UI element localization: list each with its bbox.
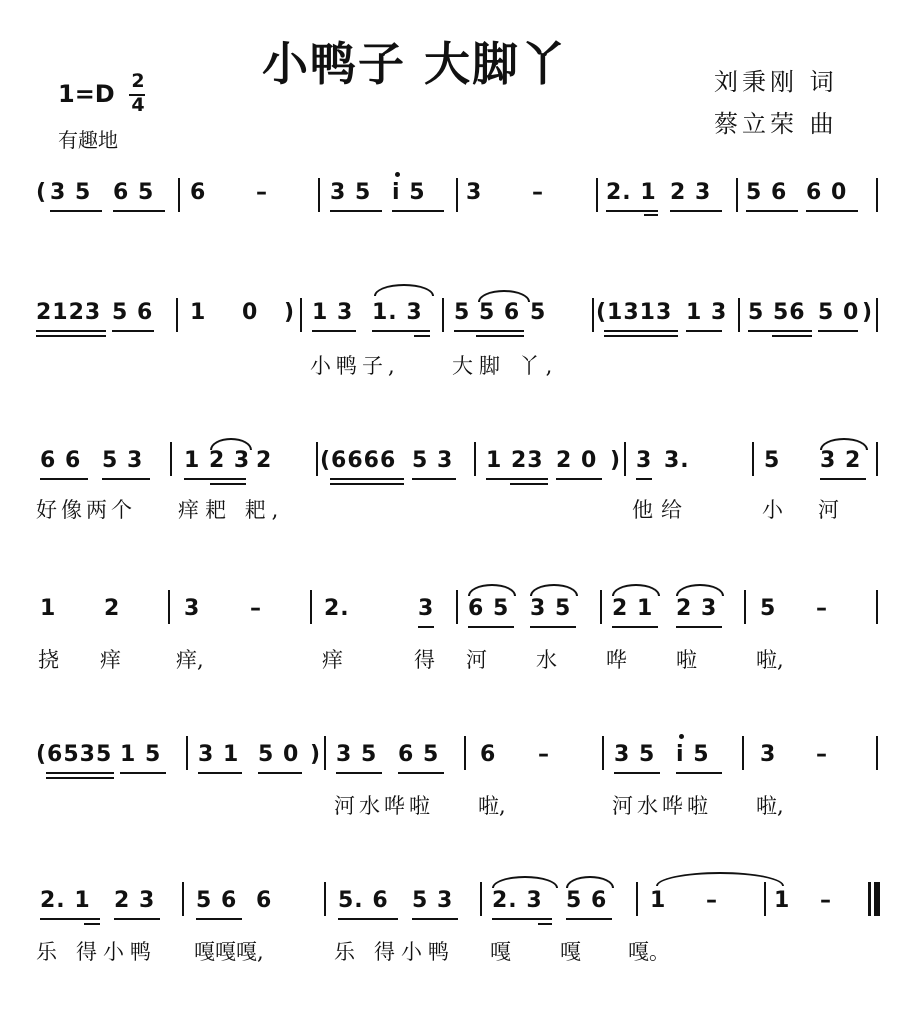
note-group: ) [610, 448, 622, 473]
note-group: 2 1 [612, 596, 654, 621]
bar-line [300, 298, 302, 332]
note-group: 1. 3 [372, 300, 423, 325]
bar-line [456, 178, 458, 212]
note-group: 5 0 [258, 742, 300, 767]
lyric: 得 [414, 648, 435, 672]
note-group: – [706, 888, 718, 913]
note-group: 5 5 6 [454, 300, 521, 325]
note-group: 6 [190, 180, 207, 205]
underline [686, 330, 722, 332]
bar-line [592, 298, 594, 332]
bar-line [182, 882, 184, 916]
note-group: 5. 6 [338, 888, 389, 913]
time-signature-numerator: 2 [131, 70, 145, 92]
bar-line [464, 736, 466, 770]
bar-line [176, 298, 178, 332]
note-group: i 5 [676, 742, 710, 767]
underline [772, 335, 812, 337]
underline [606, 210, 658, 212]
note-group: 6 [256, 888, 273, 913]
slur [612, 584, 660, 596]
slur [374, 284, 434, 296]
underline [636, 478, 652, 480]
note-group: – [820, 888, 832, 913]
bar-line [636, 882, 638, 916]
lyric: 挠 [38, 648, 59, 672]
bar-line [876, 178, 878, 212]
note-group: (6666 [320, 448, 397, 473]
bar-line [752, 442, 754, 476]
bar-line [480, 882, 482, 916]
underline [330, 478, 404, 480]
note-group: 6 5 [113, 180, 155, 205]
underline [556, 478, 602, 480]
note-group: 2 3 [114, 888, 156, 913]
underline [46, 772, 114, 774]
note-group: 5 3 [102, 448, 144, 473]
underline [676, 626, 722, 628]
bar-line [764, 882, 766, 916]
note-group: 5 [530, 300, 547, 325]
bar-line [316, 442, 318, 476]
bar-line [456, 590, 458, 624]
note-group: (1313 [596, 300, 673, 325]
lyric: 小鸭子, [310, 354, 400, 378]
underline [392, 210, 444, 212]
note-group: 2. 1 [40, 888, 91, 913]
lyric: 得小鸭 [374, 940, 455, 964]
note-group: 2. [324, 596, 350, 621]
lyric: 得小鸭 [76, 940, 157, 964]
note-group: 3. [664, 448, 690, 473]
octave-dot [395, 172, 400, 177]
underline [113, 210, 165, 212]
lyric: 嘎 [560, 940, 581, 964]
bar-line [170, 442, 172, 476]
bar-line [178, 178, 180, 212]
note-group: 1 [650, 888, 667, 913]
note-group: – [532, 180, 544, 205]
underline [818, 330, 858, 332]
note-group: 2123 [36, 300, 102, 325]
underline [612, 626, 658, 628]
lyric: 痒, [176, 648, 204, 672]
underline [644, 214, 658, 216]
underline [566, 918, 612, 920]
bar-line [602, 736, 604, 770]
note-group: 1 [774, 888, 791, 913]
underline [330, 483, 404, 485]
lyric: 嘎嘎嘎, [194, 940, 264, 964]
underline [46, 777, 114, 779]
lyric: 痒耙 耙, [178, 498, 285, 522]
note-group: 2 3 [676, 596, 718, 621]
underline [530, 626, 576, 628]
lyric: 乐 [334, 940, 355, 964]
lyric: 大脚 丫, [452, 354, 559, 378]
underline [36, 330, 106, 332]
lyric: 嘎 [490, 940, 511, 964]
final-bar-thick [874, 882, 880, 916]
underline [338, 918, 398, 920]
note-group: 5 6 [746, 180, 788, 205]
underline [414, 335, 430, 337]
underline [40, 478, 88, 480]
note-group: 5 6 [196, 888, 238, 913]
lyric: 哗 [606, 648, 627, 672]
note-group: 2 [104, 596, 121, 621]
underline [604, 330, 678, 332]
slur [210, 438, 252, 450]
note-group: 6 0 [806, 180, 848, 205]
note-group: ) [310, 742, 322, 767]
underline [312, 330, 356, 332]
lyric: 好像两个 [36, 498, 136, 522]
note-group: 1 3 [686, 300, 728, 325]
note-group: ) [284, 300, 296, 325]
underline [210, 483, 246, 485]
underline [418, 626, 434, 628]
bar-line [744, 590, 746, 624]
time-signature-denominator: 4 [131, 94, 145, 116]
note-group: 3 1 [198, 742, 240, 767]
note-group: 1 [190, 300, 207, 325]
underline [412, 478, 456, 480]
lyric: 河水哗啦 [612, 794, 712, 818]
note-group: 5 3 [412, 888, 454, 913]
underline [50, 210, 102, 212]
note-group: 6 6 [40, 448, 82, 473]
underline [372, 330, 430, 332]
underline [184, 478, 246, 480]
underline [476, 335, 524, 337]
lyricist-credit: 刘秉刚 词 [714, 68, 838, 96]
slur [478, 290, 530, 302]
note-group: 1 [40, 596, 57, 621]
underline [492, 918, 552, 920]
lyric: 水 [536, 648, 557, 672]
note-group: 3 5 [330, 180, 372, 205]
bar-line [310, 590, 312, 624]
composer-credit: 蔡立荣 曲 [714, 110, 838, 138]
song-title: 小鸭子 大脚丫 [262, 37, 569, 91]
note-group: 2. 3 [492, 888, 543, 913]
underline [198, 772, 242, 774]
bar-line [876, 442, 878, 476]
underline [36, 335, 106, 337]
underline [120, 772, 166, 774]
lyric: 啦, [478, 794, 506, 818]
note-group: – [816, 742, 828, 767]
note-group: 2. 1 [606, 180, 657, 205]
underline [196, 918, 242, 920]
lyric: 痒 [322, 648, 343, 672]
bar-line [876, 736, 878, 770]
note-group: 1 2 3 [184, 448, 251, 473]
lyric: 啦 [676, 648, 697, 672]
bar-line [324, 882, 326, 916]
note-group: 3 2 [820, 448, 862, 473]
note-group: 5 [760, 596, 777, 621]
underline [676, 772, 722, 774]
note-group: – [538, 742, 550, 767]
note-group: 5 [764, 448, 781, 473]
underline [806, 210, 858, 212]
bar-line [168, 590, 170, 624]
key-signature: 1=D [58, 80, 115, 108]
underline [510, 483, 548, 485]
note-group: 3 5 [530, 596, 572, 621]
underline [746, 210, 798, 212]
note-group: 6 [480, 742, 497, 767]
note-group: 5 6 [566, 888, 608, 913]
underline [398, 772, 444, 774]
bar-line [876, 298, 878, 332]
underline [486, 478, 548, 480]
note-group: 6 5 [468, 596, 510, 621]
octave-dot [679, 734, 684, 739]
underline [468, 626, 514, 628]
bar-line [736, 178, 738, 212]
underline [114, 918, 160, 920]
slur [820, 438, 868, 450]
note-group: (6535 [36, 742, 113, 767]
note-group: 3 5 [50, 180, 92, 205]
lyric: 啦, [756, 648, 784, 672]
note-group: 3 5 [614, 742, 656, 767]
underline [336, 772, 382, 774]
slur [492, 876, 558, 888]
underline [112, 330, 154, 332]
note-group: 3 5 [336, 742, 378, 767]
bar-line [596, 178, 598, 212]
underline [258, 772, 302, 774]
note-group: 3 [760, 742, 777, 767]
note-group: 5 56 [748, 300, 806, 325]
bar-line [738, 298, 740, 332]
underline [748, 330, 812, 332]
underline [604, 335, 678, 337]
bar-line [442, 298, 444, 332]
note-group: 1 5 [120, 742, 162, 767]
slur [566, 876, 614, 888]
tie [656, 872, 784, 886]
note-group: 3 [636, 448, 653, 473]
lyric: 嘎。 [628, 940, 670, 964]
lyric: 河 [466, 648, 487, 672]
slur [530, 584, 578, 596]
note-group: 6 5 [398, 742, 440, 767]
lyric: 他给 [632, 498, 690, 522]
note-group: 1 3 [312, 300, 354, 325]
note-group: 2 3 [670, 180, 712, 205]
lyric: 啦, [756, 794, 784, 818]
note-group: – [250, 596, 262, 621]
tempo-marking: 有趣地 [58, 128, 118, 152]
underline [330, 210, 382, 212]
note-group: 3 [184, 596, 201, 621]
lyric: 小 [762, 498, 783, 522]
bar-line [186, 736, 188, 770]
note-group: 5 0 [818, 300, 860, 325]
lyric: 河 [818, 498, 839, 522]
note-group: 2 0 [556, 448, 598, 473]
slur [676, 584, 724, 596]
underline [102, 478, 150, 480]
bar-line [600, 590, 602, 624]
lyric: 河水哗啦 [334, 794, 434, 818]
underline [538, 923, 552, 925]
underline [412, 918, 458, 920]
underline [670, 210, 722, 212]
slur [468, 584, 516, 596]
bar-line [318, 178, 320, 212]
bar-line [624, 442, 626, 476]
note-group: i 5 [392, 180, 426, 205]
bar-line [876, 590, 878, 624]
bar-line [324, 736, 326, 770]
note-group: 5 6 [112, 300, 154, 325]
underline [84, 923, 100, 925]
bar-line [474, 442, 476, 476]
note-group: 1 23 [486, 448, 544, 473]
note-group: ( [36, 180, 48, 205]
note-group: – [256, 180, 268, 205]
underline [454, 330, 524, 332]
lyric: 痒 [100, 648, 121, 672]
underline [820, 478, 866, 480]
bar-line [742, 736, 744, 770]
final-bar-thin [868, 882, 871, 916]
note-group: 3 [466, 180, 483, 205]
underline [40, 918, 100, 920]
note-group: 3 [418, 596, 435, 621]
note-group: – [816, 596, 828, 621]
underline [614, 772, 660, 774]
note-group: 0 [242, 300, 259, 325]
lyric: 乐 [36, 940, 57, 964]
note-group: 5 3 [412, 448, 454, 473]
note-group: 2 [256, 448, 273, 473]
note-group: ) [862, 300, 874, 325]
